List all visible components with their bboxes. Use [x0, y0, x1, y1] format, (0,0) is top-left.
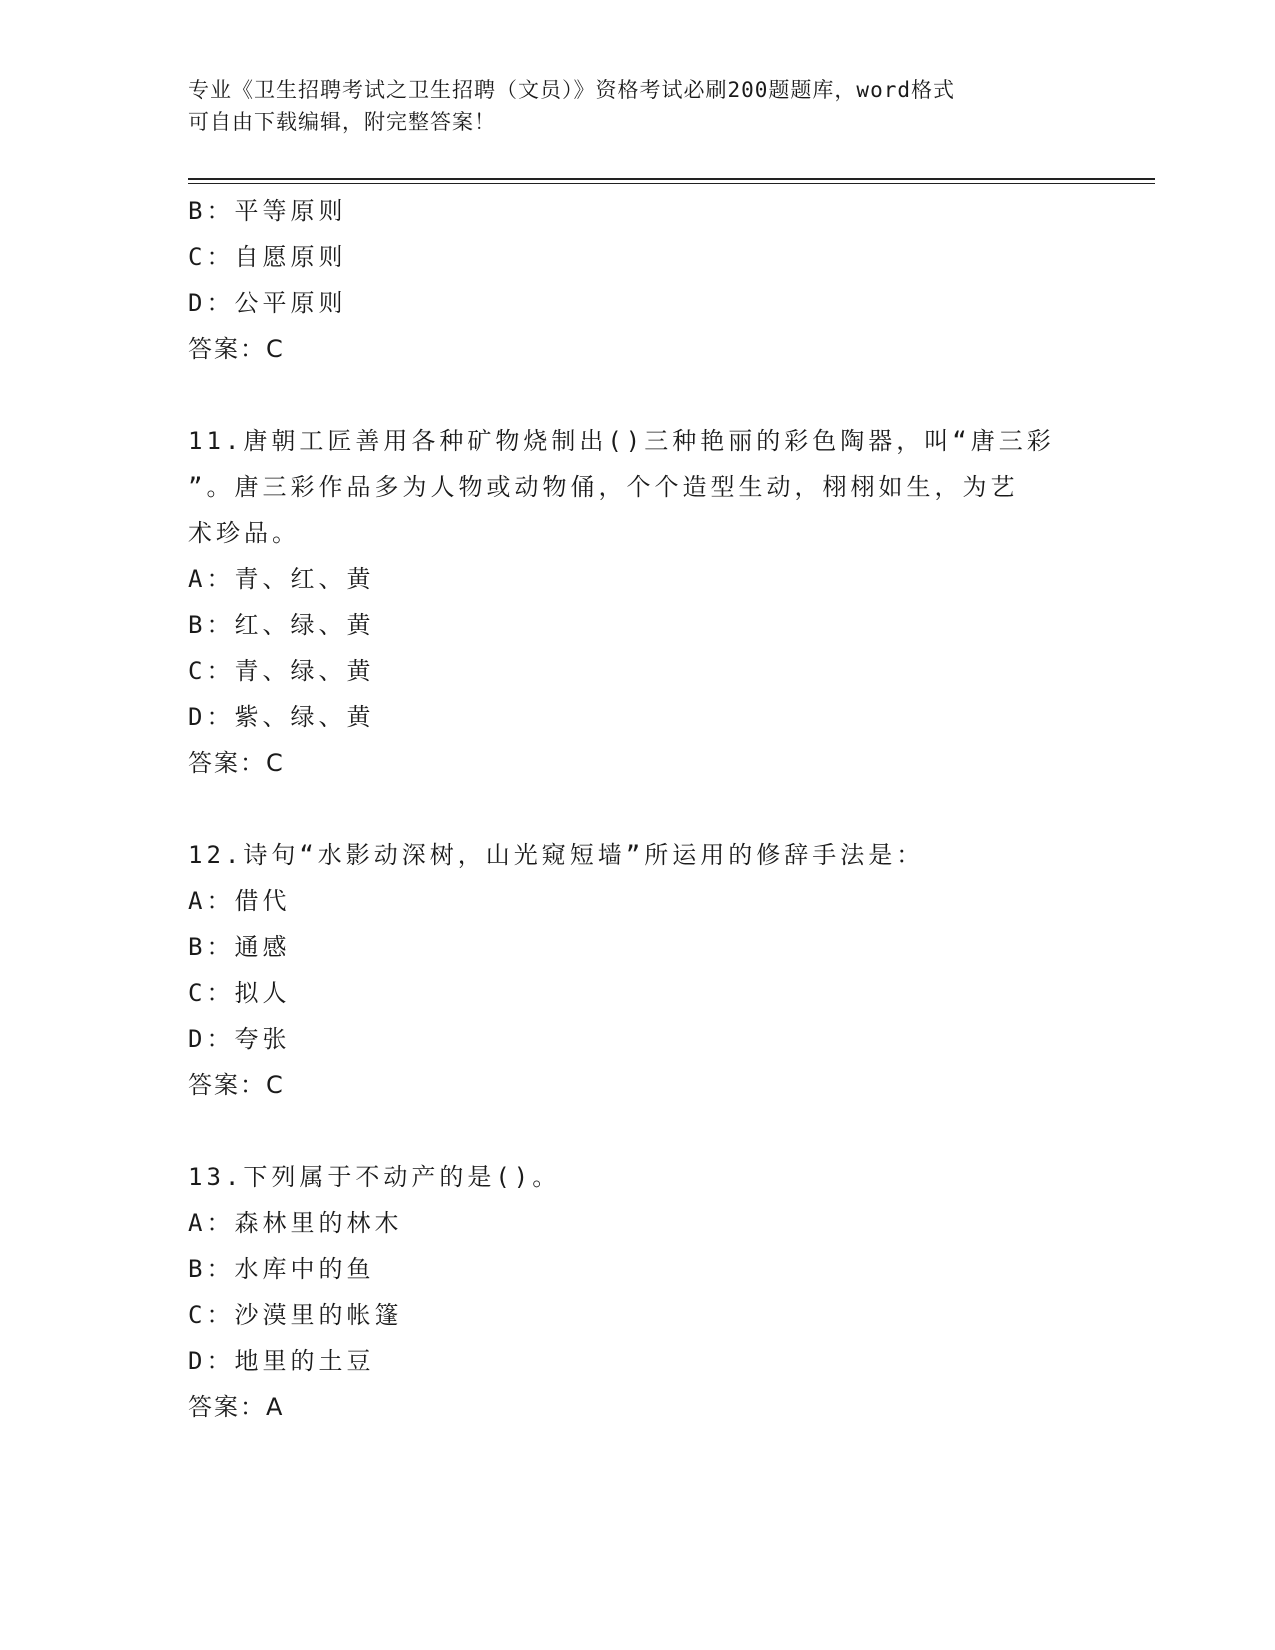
header-divider-thin — [188, 183, 1155, 184]
header-divider-thick — [188, 178, 1155, 180]
spacer — [188, 372, 1088, 418]
document-header — [188, 74, 1088, 138]
question-text-line: 12.诗句“水影动深树，山光窥短墙”所运用的修辞手法是： — [188, 841, 925, 869]
option-d: D：紫、绿、黄 — [188, 703, 375, 731]
spacer — [188, 786, 1088, 832]
question-block-13 — [188, 1154, 1088, 1430]
option-d: D：夸张 — [188, 1025, 291, 1053]
option-b: B：红、绿、黄 — [188, 611, 375, 639]
question-block-11 — [188, 418, 1088, 786]
option-c: C：自愿原则 — [188, 243, 347, 271]
answer-line: 答案：C — [188, 1071, 285, 1099]
question-text-line: ”。唐三彩作品多为人物或动物俑，个个造型生动，栩栩如生，为艺 — [188, 473, 1019, 501]
answer-line: 答案：C — [188, 749, 285, 777]
option-a: A：森林里的林木 — [188, 1209, 403, 1237]
option-b: B：平等原则 — [188, 197, 347, 225]
answer-line: 答案：A — [188, 1393, 285, 1421]
question-text-line: 术珍品。 — [188, 519, 300, 547]
option-d: D：地里的土豆 — [188, 1347, 375, 1375]
answer-line: 答案：C — [188, 335, 285, 363]
option-d: D：公平原则 — [188, 289, 347, 317]
question-block-12 — [188, 832, 1088, 1108]
option-c: C：沙漠里的帐篷 — [188, 1301, 403, 1329]
option-a: A：青、红、黄 — [188, 565, 375, 593]
prev-question-block — [188, 188, 1088, 372]
header-line-2: 可自由下载编辑，附完整答案！ — [188, 110, 496, 134]
question-text-line: 13.下列属于不动产的是()。 — [188, 1163, 561, 1191]
option-b: B：水库中的鱼 — [188, 1255, 375, 1283]
question-content — [188, 188, 1088, 1430]
question-text-line: 11.唐朝工匠善用各种矿物烧制出()三种艳丽的彩色陶器，叫“唐三彩 — [188, 427, 1055, 455]
option-a: A：借代 — [188, 887, 291, 915]
spacer — [188, 1108, 1088, 1154]
option-c: C：青、绿、黄 — [188, 657, 375, 685]
option-b: B：通感 — [188, 933, 291, 961]
option-c: C：拟人 — [188, 979, 291, 1007]
header-line-1: 专业《卫生招聘考试之卫生招聘（文员）》资格考试必刷200题题库，word格式 — [188, 78, 955, 102]
